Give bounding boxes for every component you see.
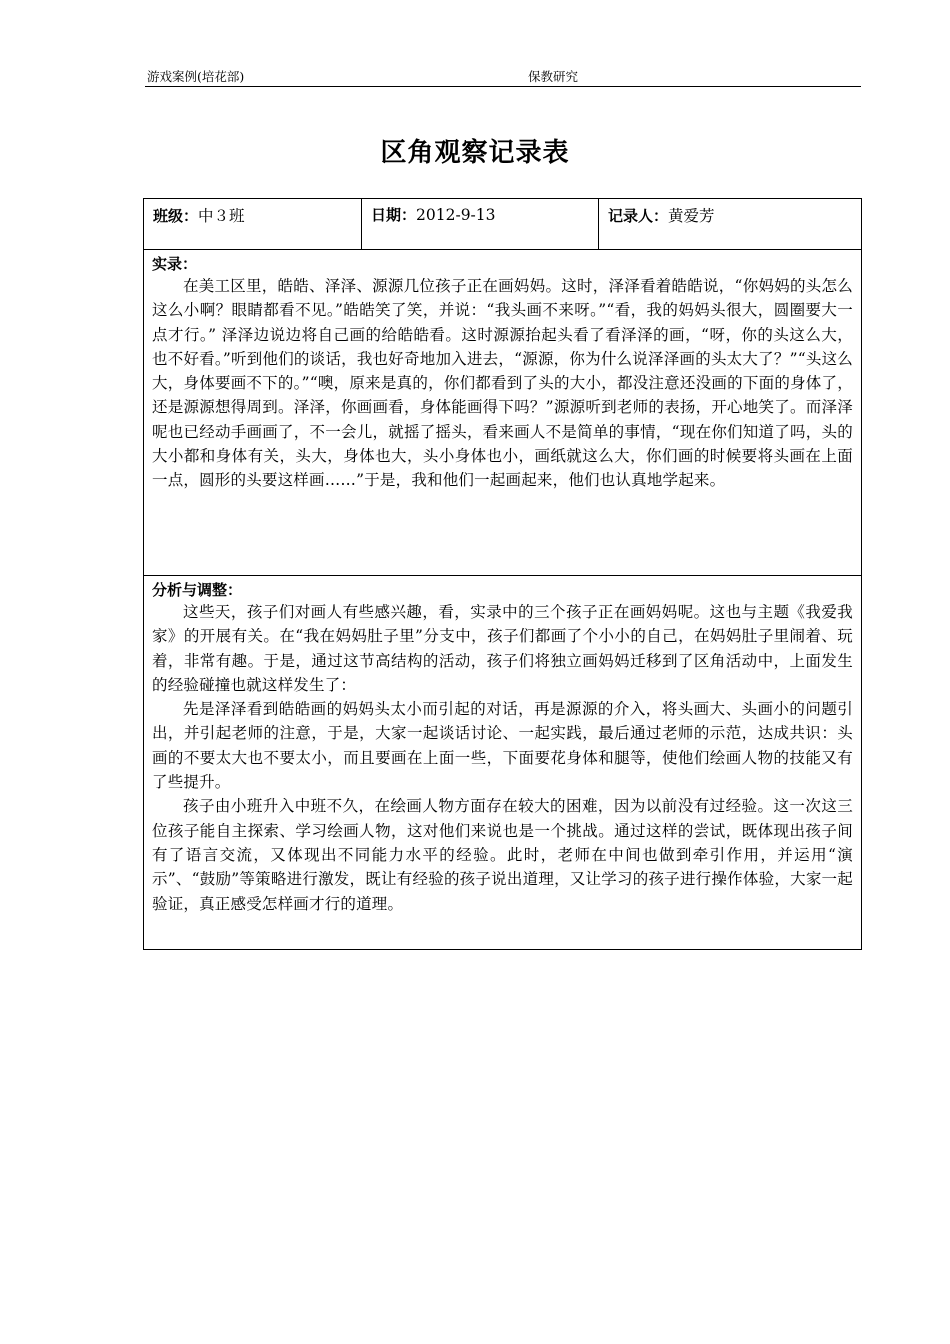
class-label: 班级： <box>153 207 199 225</box>
analysis-section <box>144 576 861 949</box>
recorder-value: 黄爱芳 <box>668 207 715 225</box>
record-section <box>144 250 861 576</box>
observation-record-table <box>143 198 862 950</box>
page-header <box>145 64 861 87</box>
date-cell <box>362 199 599 249</box>
document-title: 区角观察记录表 <box>380 138 570 168</box>
date-value: 2012-9-13 <box>416 206 496 224</box>
analysis-paragraph: 孩子由小班升入中班不久，在绘画人物方面存在较大的困难，因为以前没有过经验。这一次这三位孩子能自主探索、学习绘画人物，这对他们来说也是一个挑战。通过这样的尝试，既体现出孩子间有了语言交流，又体现出不同能力水平的经验。此时，老师在中间也做到牵引作用，并运用“演示”、“鼓励”等策略进行激发，既让有经验的孩子说出道理，又让学习的孩子进行操作体验，大家一起验证，真正感受怎样画才行的道理。 <box>152 797 853 913</box>
recorder-label: 记录人： <box>608 207 669 225</box>
header-category: 游戏案例(培花部) <box>147 69 245 84</box>
record-label: 实录： <box>152 255 198 273</box>
record-paragraph: 在美工区里，皓皓、泽泽、源源几位孩子正在画妈妈。这时，泽泽看着皓皓说，“你妈妈的头怎么这么小啊？眼睛都看不见。”皓皓笑了笑，并说：“我头画不来呀。”“看，我的妈妈头很大，圆圈要大一点才行。” 泽泽边说边将自己画的给皓皓看。这时源源抬起头看了看泽泽的画，“呀，你的头这么大，也不好看。”听到他们的谈话，我也好奇地加入进去，“源源，你为什么说泽泽画的头太大了？”“头这么大，身体要画不下的。”“噢，原来是真的，你们都看到了头的大小，都没注意还没画的下面的身体了，还是源源想得周到。泽泽，你画画看，身体能画得下吗？”源源听到老师的表扬，开心地笑了。而泽泽呢也已经动手画画了，不一会儿，就摇了摇头，看来画人不是简单的事情，“现在你们知道了吗，头的大小都和身体有关，头大，身体也大，头小身体也小，画纸就这么大，你们画的时候要将头画在上面一点，圆形的头要这样画……”于是，我和他们一起画起来，他们也认真地学起来。 <box>152 277 853 490</box>
date-label: 日期： <box>371 206 417 224</box>
analysis-paragraph: 这些天，孩子们对画人有些感兴趣，看，实录中的三个孩子正在画妈妈呢。这也与主题《我爱我家》的开展有关。在“我在妈妈肚子里”分支中，孩子们都画了个小小的自己，在妈妈肚子里闹着、玩着，非常有趣。于是，通过这节高结构的活动，孩子们将独立画妈妈迁移到了区角活动中，上面发生的经验碰撞也就这样发生了： <box>152 603 853 694</box>
analysis-paragraph: 先是泽泽看到皓皓画的妈妈头太小而引起的对话，再是源源的介入，将头画大、头画小的问题引出，并引起老师的注意，于是，大家一起谈话讨论、一起实践，最后通过老师的示范，达成共识：头画的不要太大也不要太小，而且要画在上面一些，下面要花身体和腿等，使他们绘画人物的技能又有了些提升。 <box>152 700 853 792</box>
header-department: 保教研究 <box>528 69 579 84</box>
class-value: 中３班 <box>198 207 245 225</box>
info-row <box>144 199 861 250</box>
analysis-label: 分析与调整： <box>152 581 243 599</box>
class-cell <box>144 199 362 249</box>
recorder-cell <box>599 199 861 249</box>
